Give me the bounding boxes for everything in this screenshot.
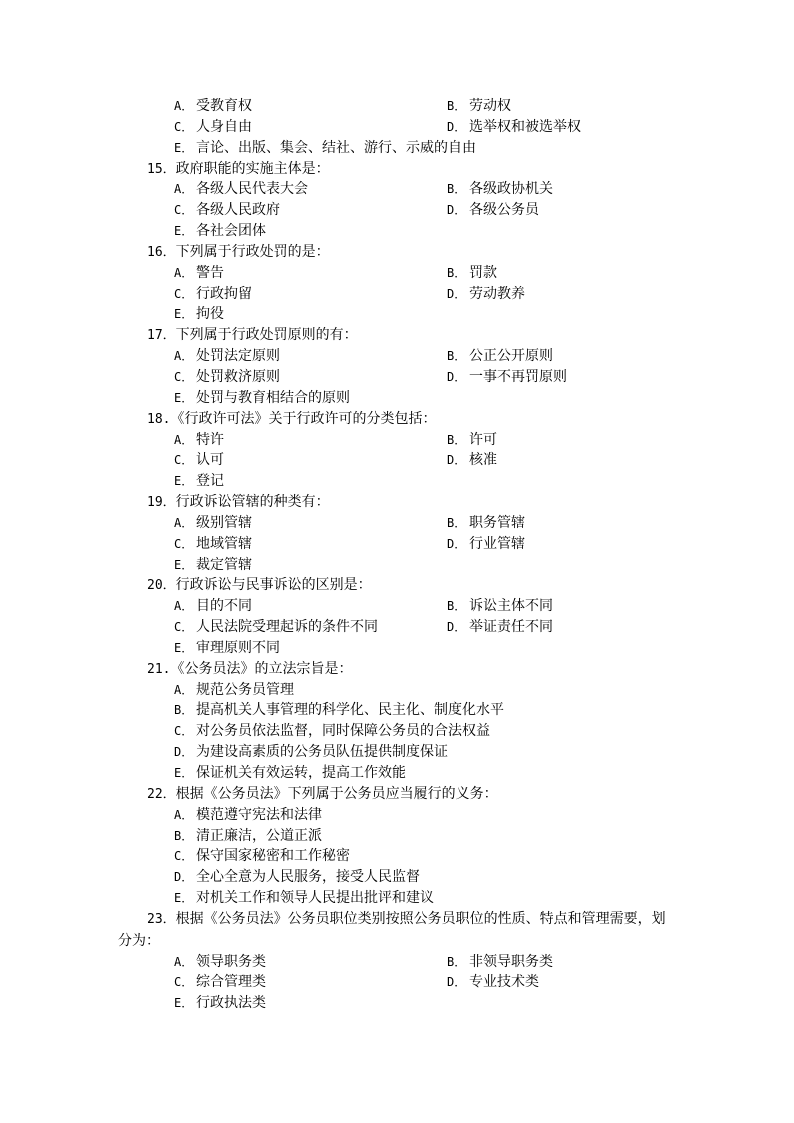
option-letter: E．	[174, 140, 194, 155]
question-stem	[147, 784, 794, 805]
option-row	[0, 96, 794, 117]
option-letter: D．	[447, 975, 467, 990]
option-row	[0, 596, 794, 617]
option-item	[447, 513, 525, 534]
option-letter: B．	[174, 703, 194, 718]
option-letter: A．	[174, 682, 194, 697]
question-stem	[147, 325, 794, 346]
option-letter: A．	[174, 99, 194, 113]
option-item	[174, 513, 252, 534]
option-text: 各级人民代表大会	[196, 181, 308, 198]
option-item	[174, 388, 350, 409]
option-letter: D．	[447, 453, 467, 468]
option-item	[447, 972, 539, 993]
option-letter: E．	[174, 557, 194, 572]
option-letter: A．	[174, 265, 194, 280]
option-row	[0, 430, 794, 451]
option-text: 级别管辖	[196, 514, 252, 531]
option-text: 对公务员依法监督，同时保障公务员的合法权益	[196, 723, 490, 740]
question-text: 行政诉讼与民事诉讼的区别是：	[175, 577, 372, 594]
option-item	[174, 805, 322, 826]
option-text: 保守国家秘密和工作秘密	[196, 848, 350, 865]
option-letter: C．	[174, 286, 194, 301]
option-letter: A．	[174, 954, 194, 969]
option-text: 认可	[196, 452, 224, 469]
option-text: 拘役	[196, 306, 224, 323]
option-item	[447, 367, 567, 388]
option-text: 职务管辖	[469, 514, 525, 531]
option-letter: D．	[174, 870, 194, 885]
option-letter: B．	[447, 599, 467, 614]
option-item	[174, 450, 224, 471]
question-number: 22．	[147, 786, 176, 802]
question-text: 下列属于行政处罚的是：	[175, 243, 330, 260]
option-text: 综合管理类	[196, 974, 266, 991]
option-item	[174, 555, 252, 576]
option-row	[0, 888, 794, 909]
option-item	[174, 179, 308, 200]
question-text: 《公务员法》的立法宗旨是：	[170, 660, 353, 677]
option-text: 全心全意为人民服务，接受人民监督	[196, 869, 420, 886]
question-number: 16．	[147, 244, 176, 260]
option-item	[447, 430, 497, 451]
option-letter: D．	[447, 203, 467, 218]
option-item	[174, 96, 252, 117]
option-item	[447, 596, 553, 617]
option-text: 领导职务类	[196, 953, 266, 970]
option-text: 举证责任不同	[469, 619, 553, 636]
option-letter: B．	[447, 265, 467, 280]
option-row	[0, 721, 794, 742]
option-item	[447, 96, 511, 117]
option-row	[0, 388, 794, 409]
option-letter: A．	[174, 807, 194, 822]
option-letter: B．	[447, 515, 467, 530]
option-item	[447, 200, 539, 221]
option-letter: C．	[174, 724, 194, 739]
question-number: 21.	[147, 661, 171, 677]
option-letter: E．	[174, 996, 194, 1011]
question-stem	[147, 409, 794, 430]
option-text: 核准	[469, 452, 497, 469]
option-text: 处罚法定原则	[196, 348, 280, 365]
option-item	[174, 680, 294, 701]
option-row	[0, 867, 794, 888]
option-letter: C．	[174, 119, 194, 134]
question-text: 下列属于行政处罚原则的有：	[175, 327, 358, 344]
option-item	[447, 952, 553, 973]
option-item	[447, 346, 553, 367]
option-text: 劳动教养	[469, 285, 525, 302]
option-text: 审理原则不同	[196, 639, 280, 656]
option-text: 劳动权	[469, 98, 511, 114]
option-text: 受教育权	[196, 98, 252, 114]
option-text: 目的不同	[196, 598, 252, 615]
option-row	[0, 471, 794, 492]
option-text: 处罚与教育相结合的原则	[196, 389, 350, 406]
option-row	[0, 117, 794, 138]
option-row	[0, 346, 794, 367]
option-text: 行政拘留	[196, 285, 252, 302]
option-item	[447, 617, 553, 638]
option-letter: D．	[447, 119, 467, 134]
option-row	[0, 534, 794, 555]
option-item	[447, 534, 525, 555]
option-row	[0, 805, 794, 826]
option-item	[174, 596, 252, 617]
option-row	[0, 952, 794, 973]
option-row	[0, 555, 794, 576]
option-row	[0, 200, 794, 221]
option-letter: C．	[174, 620, 194, 635]
option-text: 人民法院受理起诉的条件不同	[196, 619, 378, 636]
option-text: 对机关工作和领导人民提出批评和建议	[196, 890, 434, 907]
option-row	[0, 846, 794, 867]
option-item	[174, 993, 266, 1014]
option-item	[174, 638, 280, 659]
option-letter: B．	[447, 432, 467, 447]
question-stem	[147, 159, 794, 180]
option-item	[174, 972, 266, 993]
option-letter: E．	[174, 766, 194, 780]
option-letter: C．	[174, 975, 194, 990]
option-text: 行政执法类	[196, 995, 266, 1012]
option-item	[174, 867, 420, 888]
option-row	[0, 742, 794, 763]
option-row	[0, 763, 794, 784]
option-text: 清正廉洁，公道正派	[196, 827, 322, 844]
option-letter: D．	[174, 745, 194, 760]
option-letter: D．	[447, 286, 467, 301]
option-row	[0, 304, 794, 325]
option-letter: D．	[447, 536, 467, 551]
option-letter: E．	[174, 224, 194, 239]
option-row	[0, 972, 794, 993]
option-letter: B．	[447, 182, 467, 197]
question-number: 23．	[147, 911, 176, 927]
option-row	[0, 179, 794, 200]
option-row	[0, 993, 794, 1014]
option-item	[174, 471, 224, 492]
option-row	[0, 221, 794, 242]
option-text: 为建设高素质的公务员队伍提供制度保证	[196, 744, 448, 761]
option-letter: B．	[447, 349, 467, 364]
option-letter: C．	[174, 369, 194, 384]
option-letter: E．	[174, 307, 194, 322]
question-text: 根据《公务员法》下列属于公务员应当履行的义务：	[175, 785, 498, 802]
question-stem	[147, 575, 794, 596]
question-stem	[118, 909, 678, 952]
option-item	[174, 846, 350, 867]
option-item	[174, 304, 224, 325]
option-letter: A．	[174, 599, 194, 614]
option-row	[0, 638, 794, 659]
option-text: 公正公开原则	[469, 348, 553, 365]
option-item	[174, 721, 490, 742]
option-row	[0, 284, 794, 305]
option-item	[174, 826, 322, 847]
option-row	[0, 680, 794, 701]
option-item	[174, 346, 280, 367]
question-number: 18.	[147, 411, 171, 427]
option-letter: B．	[447, 954, 467, 969]
option-letter: C．	[174, 453, 194, 468]
option-item	[174, 138, 476, 159]
option-item	[447, 284, 525, 305]
question-stem	[147, 242, 794, 263]
option-text: 各级公务员	[469, 202, 539, 219]
option-item	[174, 888, 434, 909]
option-item	[447, 117, 581, 138]
option-letter: E．	[174, 640, 194, 655]
option-text: 处罚救济原则	[196, 368, 280, 385]
option-item	[174, 367, 280, 388]
option-text: 警告	[196, 264, 224, 281]
option-row	[0, 450, 794, 471]
option-item	[447, 450, 497, 471]
option-text: 特许	[196, 431, 224, 448]
question-number: 20．	[147, 578, 176, 594]
option-item	[174, 200, 280, 221]
option-letter: C．	[174, 849, 194, 864]
question-number: 17．	[147, 328, 176, 344]
option-item	[174, 742, 448, 763]
option-letter: E．	[174, 390, 194, 405]
option-letter: D．	[447, 620, 467, 635]
question-number: 15．	[147, 161, 176, 177]
option-row	[0, 513, 794, 534]
option-text: 选举权和被选举权	[469, 118, 581, 135]
document-page	[0, 96, 794, 1014]
option-item	[174, 952, 266, 973]
question-stem	[147, 492, 794, 513]
question-text: 《行政许可法》关于行政许可的分类包括：	[170, 410, 437, 427]
option-text: 专业技术类	[469, 974, 539, 991]
option-row	[0, 700, 794, 721]
option-text: 登记	[196, 473, 224, 490]
option-item	[174, 430, 224, 451]
option-letter: B．	[174, 828, 194, 843]
option-row	[0, 617, 794, 638]
option-text: 诉讼主体不同	[469, 598, 553, 615]
question-text: 政府职能的实施主体是：	[175, 160, 330, 177]
option-text: 非领导职务类	[469, 953, 553, 970]
option-item	[174, 534, 252, 555]
option-letter: E．	[174, 474, 194, 489]
option-row	[0, 367, 794, 388]
question-text: 行政诉讼管辖的种类有：	[175, 494, 330, 511]
option-letter: A．	[174, 515, 194, 530]
option-item	[174, 763, 406, 784]
option-text: 行业管辖	[469, 535, 525, 552]
question-number: 19．	[147, 495, 176, 511]
option-item	[174, 700, 504, 721]
option-text: 一事不再罚原则	[469, 368, 567, 385]
option-text: 裁定管辖	[196, 556, 252, 573]
option-text: 罚款	[469, 264, 497, 281]
option-item	[174, 117, 252, 138]
option-text: 各社会团体	[196, 223, 266, 240]
option-letter: C．	[174, 203, 194, 218]
option-text: 各级人民政府	[196, 202, 280, 219]
option-item	[174, 263, 224, 284]
option-row	[0, 263, 794, 284]
option-letter: B．	[447, 99, 467, 113]
option-text: 模范遵守宪法和法律	[196, 806, 322, 823]
option-letter: D．	[447, 369, 467, 384]
option-row	[0, 138, 794, 159]
option-text: 各级政协机关	[469, 181, 553, 198]
option-letter: A．	[174, 182, 194, 197]
option-item	[447, 263, 497, 284]
option-text: 人身自由	[196, 118, 252, 135]
option-item	[174, 617, 378, 638]
option-letter: A．	[174, 349, 194, 364]
option-letter: E．	[174, 891, 194, 906]
option-item	[174, 284, 252, 305]
option-text: 提高机关人事管理的科学化、民主化、制度化水平	[196, 702, 504, 719]
option-text: 许可	[469, 431, 497, 448]
option-item	[447, 179, 553, 200]
option-text: 地域管辖	[196, 535, 252, 552]
option-item	[174, 221, 266, 242]
option-text: 保证机关有效运转，提高工作效能	[196, 765, 406, 781]
question-text: 根据《公务员法》公务员职位类别按照公务员职位的性质、特点和管理需要，划分为：	[118, 910, 666, 949]
option-text: 规范公务员管理	[196, 681, 294, 698]
question-stem	[147, 659, 794, 680]
option-letter: C．	[174, 536, 194, 551]
option-letter: A．	[174, 432, 194, 447]
option-text: 言论、出版、集会、结社、游行、示威的自由	[196, 139, 476, 156]
option-row	[0, 826, 794, 847]
